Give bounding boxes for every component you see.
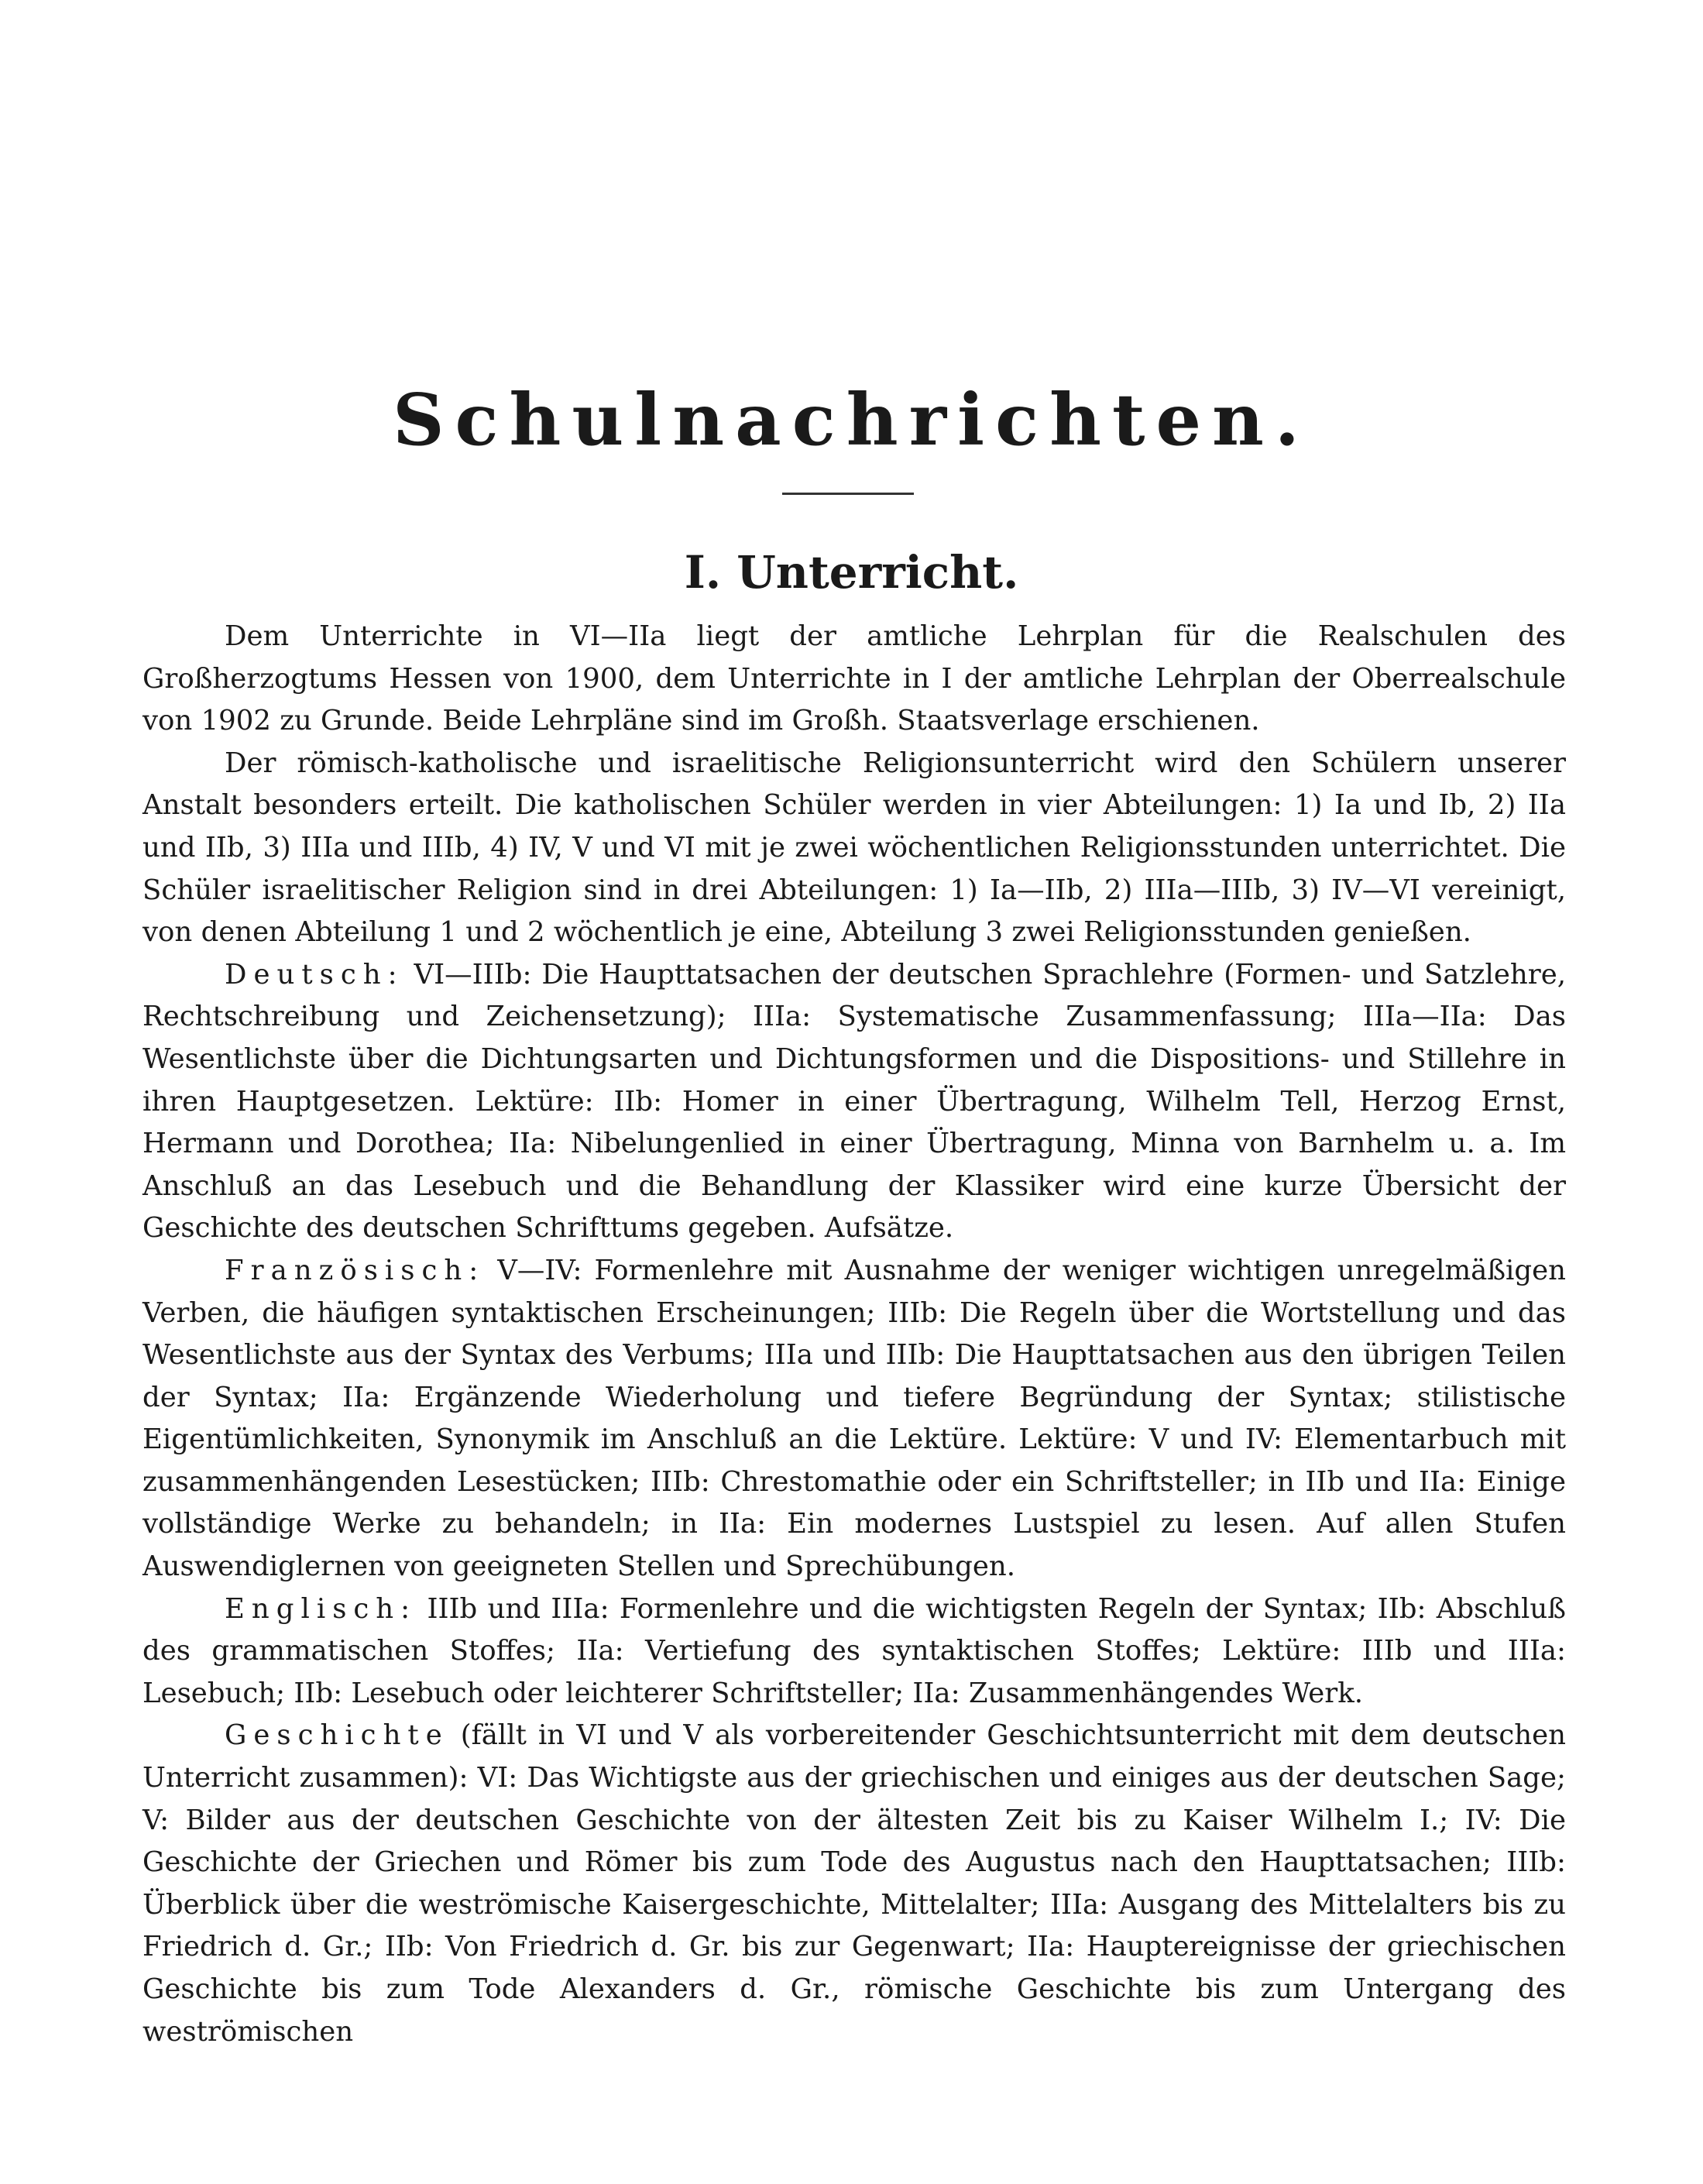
- paragraph-franzoesisch: [142, 1250, 1566, 1588]
- paragraph-text-deutsch: VI—IIIb: Die Haupttatsachen der deutschen Sprachlehre (Formen- und Satzlehre, Rechtschreibung und Zeichensetzung); IIIa: Systematische Zusammenfassung; IIIa—IIa: Das Wesentlichste über die Dichtungsarten und Dichtungsformen und die Dispositions- und Stillehre in ihren Hauptgesetzen. Lektüre: IIb: Homer in einer Übertragung, Wilhelm Tell, Herzog Ernst, Hermann und Dorothea; IIa: Nibelungenlied in einer Übertragung, Minna von Barnhelm u. a. Im Anschluß an das Lesebuch und die Behandlung der Klassiker wird eine kurze Übersicht der Geschichte des deutschen Schrifttums gegeben. Aufsätze.: [142, 958, 1566, 1245]
- page-title: Schulnachrichten.: [393, 378, 1310, 462]
- subject-label-englisch: Englisch:: [225, 1592, 417, 1625]
- paragraph-englisch: [142, 1588, 1566, 1715]
- paragraph-curriculum-basis: Dem Unterrichte in VI—IIa liegt der amtliche Lehrplan für die Realschulen des Großherzogtums Hessen von 1900, dem Unterrichte in I der amtliche Lehrplan der Oberrealschule von 1902 zu Grunde. Beide Lehrpläne sind im Großh. Staatsverlage erschienen.: [142, 620, 1566, 737]
- subject-label-deutsch: Deutsch:: [225, 958, 404, 991]
- subject-label-franzoesisch: Französisch:: [225, 1254, 486, 1286]
- paragraph-deutsch: [142, 954, 1566, 1250]
- subject-label-geschichte: Geschichte: [225, 1719, 449, 1752]
- paragraph-text-franzoesisch: V—IV: Formenlehre mit Ausnahme der weniger wichtigen unregelmäßigen Verben, die häufigen syntaktischen Erscheinungen; IIIb: Die Regeln über die Wortstellung und das Wesentlichste aus der Syntax des Verbums; IIIa und IIIb: Die Haupttatsachen aus den übrigen Teilen der Syntax; IIa: Ergänzende Wiederholung und tiefere Begründung der Syntax; stilistische Eigentümlichkeiten, Synonymik im Anschluß an die Lektüre. Lektüre: V und IV: Elementarbuch mit zusammenhängenden Lesestücken; IIIb: Chrestomathie oder ein Schriftsteller; in IIb und IIa: Einige vollständige Werke zu behandeln; in IIa: Ein modernes Lustspiel zu lesen. Auf allen Stufen Auswendiglernen von geeigneten Stellen und Sprechübungen.: [142, 1254, 1566, 1583]
- body-text: [142, 616, 1566, 2053]
- paragraph-text-geschichte: (fällt in VI und V als vorbereitender Geschichtsunterricht mit dem deutschen Unterricht zusammen): VI: Das Wichtigste aus der griechischen und einiges aus der deutschen Sage; V: Bilder aus der deutschen Geschichte von der ältesten Zeit bis zu Kaiser Wilhelm I.; IV: Die Geschichte der Griechen und Römer bis zum Tode des Augustus nach den Haupttatsachen; IIIb: Überblick über die weströmische Kaisergeschichte, Mittelalter; IIIa: Ausgang des Mittelalters bis zu Friedrich d. Gr.; IIb: Von Friedrich d. Gr. bis zur Gegenwart; IIa: Hauptereignisse der griechischen Geschichte bis zum Tode Alexanders d. Gr., römische Geschichte bis zum Untergang des weströmischen: [142, 1719, 1566, 2048]
- paragraph-geschichte: [142, 1715, 1566, 2053]
- section-heading: I. Unterricht.: [684, 546, 1019, 599]
- paragraph-religion: Der römisch-katholische und israelitische Religionsunterricht wird den Schülern unserer Anstalt besonders erteilt. Die katholischen Schüler werden in vier Abteilungen: 1) Ia und Ib, 2) IIa und IIb, 3) IIIa und IIIb, 4) IV, V und VI mit je zwei wöchentlichen Religionsstunden unterrichtet. Die Schüler israelitischer Religion sind in drei Abteilungen: 1) Ia—IIb, 2) IIIa—IIIb, 3) IV—VI vereinigt, von denen Abteilung 1 und 2 wöchentlich je eine, Abteilung 3 zwei Religionsstunden genießen.: [142, 747, 1566, 949]
- paragraph-text-englisch: IIIb und IIIa: Formenlehre und die wichtigsten Regeln der Syntax; IIb: Abschluß des grammatischen Stoffes; IIa: Vertiefung des syntaktischen Stoffes; Lektüre: IIIb und IIIa: Lesebuch; IIb: Lesebuch oder leichterer Schriftsteller; IIa: Zusammenhängendes Werk.: [142, 1592, 1566, 1709]
- title-divider: [782, 493, 914, 495]
